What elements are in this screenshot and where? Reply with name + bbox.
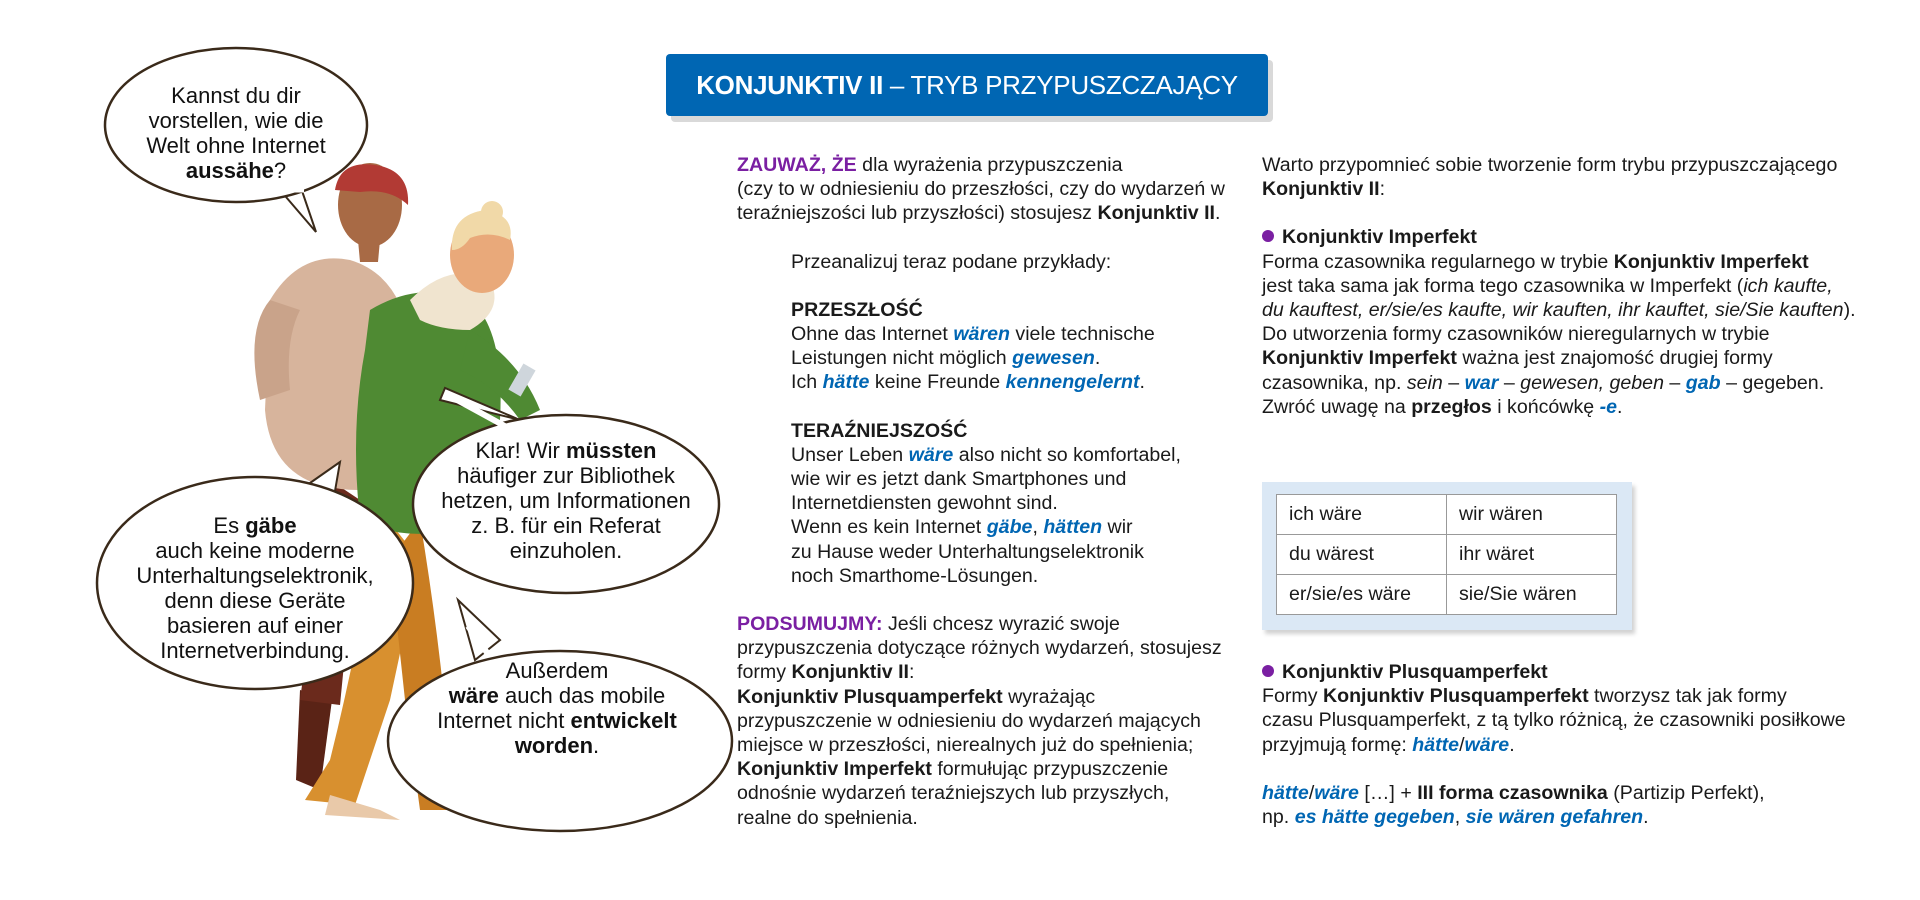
summary-label: PODSUMUJMY: bbox=[737, 613, 883, 636]
conjugation-table bbox=[1276, 494, 1617, 615]
title-rest: – TRYB PRZYPUSZCZAJĄCY bbox=[883, 69, 1238, 100]
bubble-3-bold: gäbe bbox=[245, 513, 297, 538]
bubble-3-line-5: basieren auf einer bbox=[166, 613, 344, 638]
examples-block: Przeanalizuj teraz podane przykłady: PRZESZŁOŚĆ Ohne das Internet wären viele technische Leistungen nicht möglich gewesen. Ich hätte keine Freunde kennengelernt. TERAŹNIEJSZOŚĆ Unser Leben wäre also nicht so komfortabel, wie wir es jetzt dank Smartphones und Internetdiensten gewohnt sind. Wenn es kein Internet gäbe, hätten wir zu Hause weder Unterhaltungselektronik noch Smarthome-Lösungen. bbox=[737, 250, 1257, 588]
bubble-3-line-2: auch keine moderne bbox=[155, 538, 355, 563]
table-row bbox=[1277, 495, 1617, 535]
imperfekt-heading: Konjunktiv Imperfekt bbox=[1262, 225, 1912, 249]
table-row bbox=[1277, 575, 1617, 615]
page-title bbox=[666, 54, 1268, 116]
svg-text:Es gäbe: Es gäbe bbox=[213, 513, 297, 538]
bubble-4-bold-3: worden bbox=[514, 733, 594, 758]
bubble-4-bold-1: wäre bbox=[448, 683, 499, 708]
bubble-1-line-3: Welt ohne Internet bbox=[146, 133, 326, 158]
right-column-bottom: Konjunktiv Plusquamperfekt Formy Konjunktiv Plusquamperfekt tworzysz tak jak formy czasu Plusquamperfekt, z tą tylko różnicą, że czasowniki posiłkowe przyjmują formę: hätte/wäre. hätte/wäre […] + III forma czasownika (Partizip Perfekt), np. es hätte gegeben, sie wären gefahren. bbox=[1262, 660, 1912, 829]
present-heading: TERAŹNIEJSZOŚĆ bbox=[791, 419, 968, 442]
intro-line-1: Warto przypomnieć sobie tworzenie form trybu przypuszczającego bbox=[1262, 154, 1838, 176]
bubble-2-line-3: hetzen, um Informationen bbox=[441, 488, 691, 513]
bubble-2-line-5: einzuholen. bbox=[509, 538, 623, 563]
bubble-3-line-3: Unterhaltungselektronik, bbox=[136, 563, 374, 588]
plusquamperfekt-heading: Konjunktiv Plusquamperfekt bbox=[1262, 660, 1912, 684]
table-cell: sie/Sie wären bbox=[1447, 575, 1617, 615]
analyze-text: Przeanalizuj teraz podane przykłady: bbox=[791, 250, 1112, 273]
svg-text:aussähe?: aussähe? bbox=[185, 158, 287, 183]
right-column-top: Warto przypomnieć sobie tworzenie form trybu przypuszczającego Konjunktiv II: Konjunktiv Imperfekt Forma czasownika regularnego w trybie Konjunktiv Imperfekt jest taka sama jak forma tego czasownika w Imperfekt (ich kaufte, du kauftest, er/sie/es kaufte, wir kauften, ihr kauftet, sie/Sie kauften). Do utworzenia formy czasowników nieregularnych w trybie Konjunktiv Imperfekt ważna jest znajomość drugiej formy czasownika, np. sein – war – gewesen, geben – gab – gegeben. Zwróć uwagę na przegłos i końcówkę -e. bbox=[1262, 153, 1912, 419]
conjugation-table-panel bbox=[1262, 482, 1632, 630]
bubble-4-line-1: Außerdem bbox=[505, 658, 609, 683]
svg-text:wäre auch das mobile: wäre auch das mobile bbox=[448, 683, 666, 708]
summary-paragraph: PODSUMUJMY: Jeśli chcesz wyrazić swoje bbox=[737, 613, 1120, 636]
bullet-dot bbox=[1262, 665, 1274, 677]
middle-column: ZAUWAŻ, ŻE dla wyrażenia przypuszczenia (czy to w odniesieniu do przeszłości, czy do wydarzeń w teraźniejszości lub przyszłości) stosujesz Konjunktiv II. Przeanalizuj teraz podane przykłady: PRZESZŁOŚĆ Ohne das Internet wären viele technische Leistungen nicht möglich gewesen. Ich hätte keine Freunde kennengelernt. TERAŹNIEJSZOŚĆ Unser Leben wäre also nicht so komfortabel, wie wir es jetzt dank Smartphones und Internetdiensten gewohnt sind. Wenn es kein Internet gäbe, hätten wir zu Hause weder Unterhaltungselektronik noch Smarthome-Lösungen. PODSUMUJMY: Jeśli chcesz wyrazić swoje przypuszczenia dotyczące różnych wydarzeń, stosujesz formy Konjunktiv II: Konjunktiv Plusquamperfekt wyrażając przypuszczenie w odniesieniu do wydarzeń mających miejsce w przeszłości, nierealnych już do spełnienia; Konjunktiv Imperfekt formułując przypuszczenie odnośnie wydarzeń teraźniejszych lub przyszłych, realne do spełnienia. bbox=[737, 153, 1257, 830]
bubble-4-bold-2: entwickelt bbox=[570, 708, 677, 733]
svg-text:Klar! Wir müssten: Klar! Wir müssten bbox=[475, 438, 657, 463]
bubble-2-bold: müssten bbox=[565, 438, 657, 463]
speech-bubble-1 bbox=[105, 48, 367, 232]
title-strong: KONJUNKTIV II bbox=[696, 69, 883, 100]
svg-text:Internet nicht entwickelt: Internet nicht entwickelt bbox=[437, 708, 677, 733]
svg-text:worden.: worden. bbox=[514, 733, 600, 758]
bullet-dot bbox=[1262, 230, 1274, 242]
table-cell: ich wäre bbox=[1277, 495, 1447, 535]
table-cell: ihr wäret bbox=[1447, 535, 1617, 575]
speech-bubble-4 bbox=[388, 600, 732, 831]
notice-paragraph: ZAUWAŻ, ŻE dla wyrażenia przypuszczenia bbox=[737, 154, 1123, 176]
table-cell: er/sie/es wäre bbox=[1277, 575, 1447, 615]
table-cell: wir wären bbox=[1447, 495, 1617, 535]
table-row bbox=[1277, 535, 1617, 575]
bubble-1-line-1: Kannst du dir bbox=[171, 83, 301, 108]
bubble-2-line-2: häufiger zur Bibliothek bbox=[457, 463, 675, 488]
bubble-2-line-4: z. B. für ein Referat bbox=[471, 513, 661, 538]
illustration bbox=[0, 0, 740, 860]
bubble-3-line-6: Internetverbindung. bbox=[160, 638, 350, 663]
past-heading: PRZESZŁOŚĆ bbox=[791, 298, 923, 321]
bubble-1-line-2: vorstellen, wie die bbox=[148, 108, 324, 133]
bubble-3-line-4: denn diese Geräte bbox=[164, 588, 346, 613]
notice-label: ZAUWAŻ, ŻE bbox=[737, 154, 857, 176]
bubble-1-bold: aussähe bbox=[185, 158, 274, 183]
table-cell: du wärest bbox=[1277, 535, 1447, 575]
